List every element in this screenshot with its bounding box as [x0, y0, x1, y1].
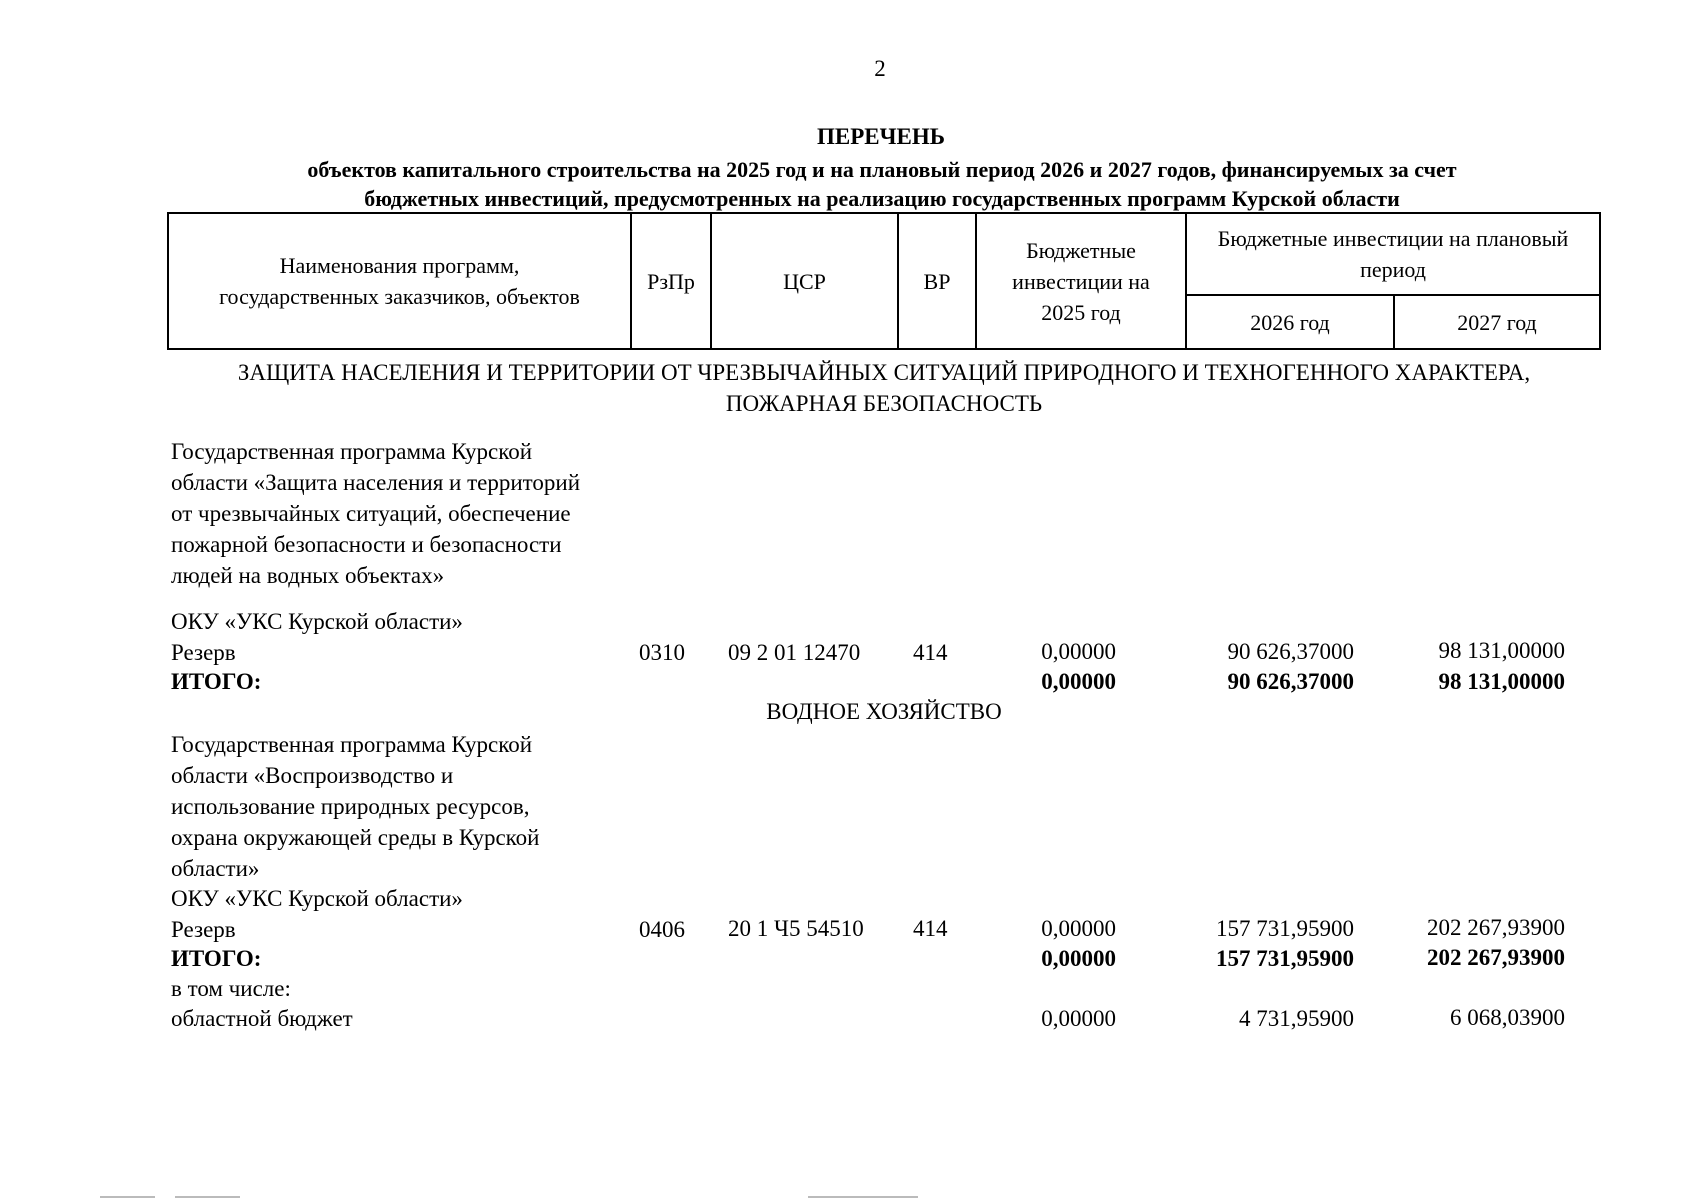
total-label: ИТОГО:: [171, 669, 262, 694]
header-2026-cell: 2026 год: [1186, 295, 1394, 349]
program-line: Государственная программа Курской: [171, 732, 533, 757]
reserve-rzpr: 0406: [639, 917, 685, 942]
header-csr-cell: ЦСР: [711, 213, 898, 349]
page-number: 2: [874, 56, 886, 81]
customer-name: ОКУ «УКС Курской области»: [171, 609, 463, 634]
header-inv2025-line: инвестиции на: [1012, 268, 1150, 294]
reserve-label: Резерв: [171, 917, 236, 942]
reserve-2025-value: 0,00000: [1041, 639, 1116, 664]
total-2025-value: 0,00000: [1041, 669, 1116, 694]
reserve-csr: 09 2 01 12470: [728, 640, 861, 665]
header-name-cell: [168, 213, 631, 349]
header-inv2025-cell: [976, 213, 1186, 349]
scan-artifact: [808, 1196, 918, 1198]
header-vr-cell: ВР: [898, 213, 976, 349]
reserve-label: Резерв: [171, 640, 236, 665]
reserve-2025-value: 0,00000: [1041, 916, 1116, 941]
header-name-line: государственных заказчиков, объектов: [219, 284, 580, 309]
section-title-emergency: [170, 357, 1598, 419]
header-table: [167, 212, 1601, 350]
section-title-line: ЗАЩИТА НАСЕЛЕНИЯ И ТЕРРИТОРИИ ОТ ЧРЕЗВЫЧАЙНЫХ СИТУАЦИЙ ПРИРОДНОГО И ТЕХНОГЕННОГО ХАРАКТЕРА,: [237, 360, 1531, 385]
total-2026-value: 157 731,95900: [1216, 946, 1354, 971]
program-line: использование природных ресурсов,: [171, 794, 530, 819]
total-2027-value: 98 131,00000: [1438, 669, 1565, 694]
document-title: ПЕРЕЧЕНЬ: [817, 124, 945, 149]
reserve-vr: 414: [913, 640, 948, 665]
regional-2027-value: 6 068,03900: [1450, 1005, 1565, 1030]
program-line: пожарной безопасности и безопасности: [171, 532, 562, 557]
header-name-line: Наименования программ,: [279, 253, 520, 278]
total-2026-value: 90 626,37000: [1227, 669, 1354, 694]
document-subtitle: [232, 155, 1532, 213]
regional-budget-label: областной бюджет: [171, 1006, 353, 1031]
program-line: области»: [171, 856, 260, 881]
program-line: области «Воспроизводство и: [171, 763, 454, 788]
including-label: в том числе:: [171, 976, 291, 1001]
subtitle-line: объектов капитального строительства на 2025 год и на плановый период 2026 и 2027 годов, финансируемых за счет: [307, 157, 1457, 182]
program-line: области «Защита населения и территорий: [171, 470, 581, 495]
total-2027-value: 202 267,93900: [1427, 945, 1565, 970]
section-title-water: ВОДНОЕ ХОЗЯЙСТВО: [766, 699, 1002, 724]
program-line: охрана окружающей среды в Курской: [171, 825, 540, 850]
header-inv2025-line: Бюджетные: [1026, 237, 1136, 263]
reserve-2027-value: 202 267,93900: [1427, 915, 1565, 940]
program-line: от чрезвычайных ситуаций, обеспечение: [171, 501, 571, 526]
header-inv2025-line: 2025 год: [1041, 299, 1121, 325]
header-planned-cell: [1186, 213, 1600, 295]
program-line: Государственная программа Курской: [171, 439, 533, 464]
header-2027-cell: 2027 год: [1394, 295, 1600, 349]
header-planned-line: период: [1360, 257, 1426, 282]
total-2025-value: 0,00000: [1041, 946, 1116, 971]
program-name-water: [171, 729, 631, 884]
reserve-csr: 20 1 Ч5 54510: [728, 916, 864, 941]
total-label: ИТОГО:: [171, 946, 262, 971]
reserve-vr: 414: [913, 916, 948, 941]
scan-artifact: [175, 1196, 240, 1198]
scan-artifact: [100, 1196, 155, 1198]
reserve-2026-value: 90 626,37000: [1227, 639, 1354, 664]
regional-2026-value: 4 731,95900: [1239, 1006, 1354, 1031]
subtitle-line: бюджетных инвестиций, предусмотренных на реализацию государственных программ Курской области: [364, 186, 1400, 211]
regional-2025-value: 0,00000: [1041, 1006, 1116, 1031]
header-rzpr-cell: РзПр: [631, 213, 711, 349]
customer-name: ОКУ «УКС Курской области»: [171, 886, 463, 911]
reserve-rzpr: 0310: [639, 640, 685, 665]
header-planned-line: Бюджетные инвестиции на плановый: [1217, 226, 1569, 251]
program-name-emergency: [171, 436, 631, 591]
program-line: людей на водных объектах»: [171, 563, 445, 588]
reserve-2026-value: 157 731,95900: [1216, 916, 1354, 941]
reserve-2027-value: 98 131,00000: [1438, 638, 1565, 663]
section-title-line: ПОЖАРНАЯ БЕЗОПАСНОСТЬ: [725, 391, 1043, 416]
